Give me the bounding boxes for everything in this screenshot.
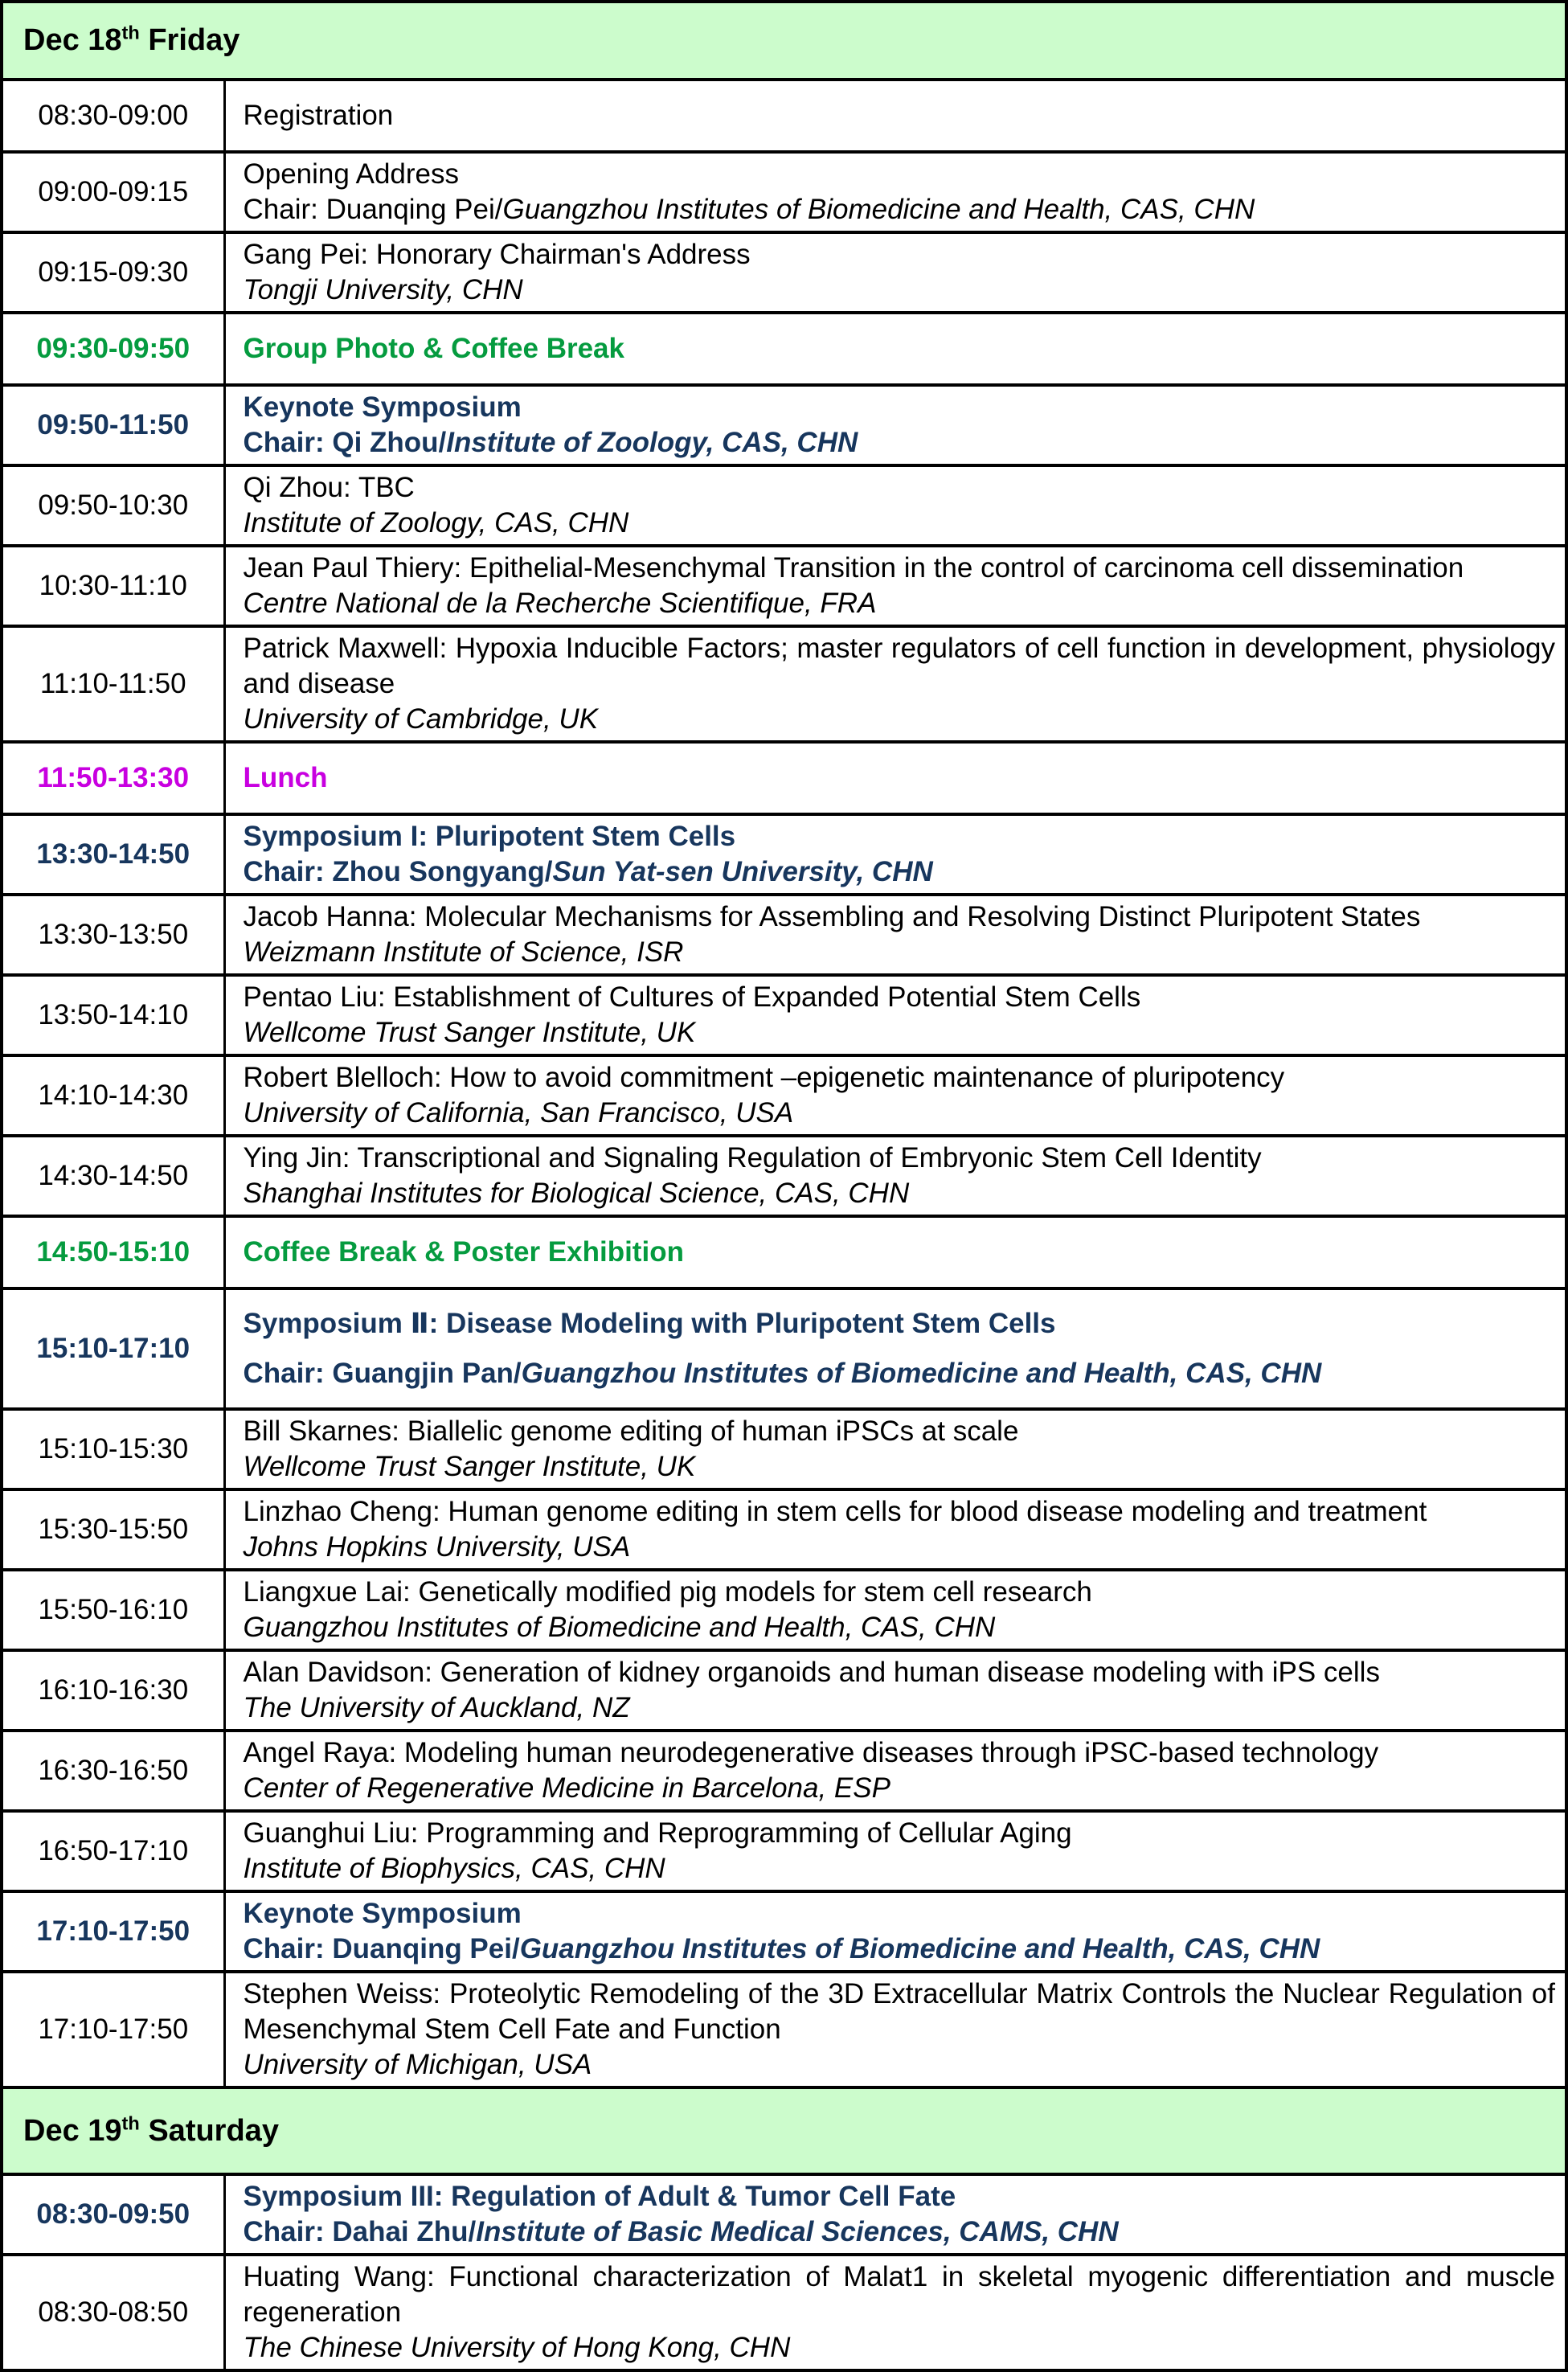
time-cell: [2, 626, 224, 742]
session-detail: [244, 1530, 1556, 1565]
time-cell: [2, 385, 224, 465]
time-cell: [2, 742, 224, 814]
session-cell: [224, 546, 1566, 626]
time-range: 11:50-13:30: [37, 762, 190, 793]
session-cell: [224, 152, 1566, 232]
session-text: Jean Paul Thiery: Epithelial-Mesenchymal Transition in the control of carcinoma cell dissemination: [243, 552, 1464, 584]
time-cell: [2, 1055, 224, 1136]
schedule-row: [2, 1650, 1566, 1731]
session-affiliation: Wellcome Trust Sanger Institute, UK: [243, 1451, 696, 1482]
day-header-date: Dec 19: [23, 2113, 122, 2148]
session-affiliation: Center of Regenerative Medicine in Barcelona, ESP: [243, 1772, 890, 1804]
schedule-row: [2, 2174, 1566, 2255]
schedule-row: [2, 152, 1566, 232]
session-cell: [224, 1489, 1566, 1570]
time-cell: [2, 2174, 224, 2255]
session-text: Patrick Maxwell: Hypoxia Inducible Factors; master regulators of cell function in development, physiology and disease: [243, 633, 1555, 699]
session-cell: [224, 385, 1566, 465]
session-text: Huating Wang: Functional characterization of Malat1 in skeletal myogenic differentiation and muscle regeneration: [243, 2261, 1555, 2328]
time-range: 13:30-14:50: [36, 838, 190, 870]
schedule-row: [2, 313, 1566, 385]
session-detail: [244, 854, 1556, 890]
session-affiliation: University of California, San Francisco, USA: [243, 1097, 794, 1129]
session-text: Ying Jin: Transcriptional and Signaling Regulation of Embryonic Stem Cell Identity: [243, 1142, 1262, 1174]
session-detail: [244, 586, 1556, 621]
schedule-row: [2, 1891, 1566, 1972]
session-affiliation: Institute of Zoology, CAS, CHN: [446, 427, 858, 458]
session-title: [244, 980, 1556, 1015]
schedule-row: [2, 1570, 1566, 1650]
time-range: 14:30-14:50: [38, 1160, 189, 1191]
session-text: Keynote Symposium: [243, 1898, 522, 1929]
time-cell: [2, 232, 224, 313]
session-title: [244, 98, 1556, 133]
session-cell: [224, 742, 1566, 814]
session-title: [244, 1896, 1556, 1932]
session-affiliation: Guangzhou Institutes of Biomedicine and Health, CAS, CHN: [243, 1612, 996, 1643]
time-range: 08:30-09:00: [38, 100, 189, 131]
session-text: Angel Raya: Modeling human neurodegenerative diseases through iPSC-based technology: [243, 1737, 1379, 1768]
day-header-date: Dec 18: [23, 23, 122, 57]
session-text: Chair: Zhou Songyang/: [243, 856, 553, 887]
session-cell: [224, 1288, 1566, 1409]
session-cell: [224, 1972, 1566, 2087]
schedule-row: [2, 1216, 1566, 1288]
time-range: 15:10-15:30: [38, 1433, 189, 1465]
session-text: Chair: Guangjin Pan/: [243, 1358, 522, 1389]
schedule-row: [2, 1409, 1566, 1489]
time-range: 17:10-17:50: [36, 1915, 190, 1947]
time-range: 13:50-14:10: [38, 999, 189, 1030]
session-affiliation: Johns Hopkins University, USA: [243, 1531, 631, 1563]
session-text: Linzhao Cheng: Human genome editing in stem cells for blood disease modeling and treatment: [243, 1496, 1427, 1527]
day-header-row: [2, 2087, 1566, 2174]
time-cell: [2, 1136, 224, 1216]
session-affiliation: Wellcome Trust Sanger Institute, UK: [243, 1017, 696, 1048]
time-cell: [2, 814, 224, 895]
time-range: 09:00-09:15: [38, 176, 189, 207]
time-range: 16:30-16:50: [38, 1755, 189, 1786]
session-title: [244, 1060, 1556, 1096]
session-affiliation: University of Cambridge, UK: [243, 703, 599, 735]
schedule-row: [2, 1972, 1566, 2087]
schedule-row: [2, 465, 1566, 546]
time-cell: [2, 313, 224, 385]
time-cell: [2, 465, 224, 546]
day-header-row: [2, 2, 1566, 80]
session-text: Gang Pei: Honorary Chairman's Address: [243, 239, 751, 270]
schedule-row: [2, 546, 1566, 626]
time-cell: [2, 1409, 224, 1489]
time-cell: [2, 1731, 224, 1811]
time-range: 14:50-15:10: [36, 1236, 190, 1268]
session-detail: [244, 1771, 1556, 1806]
session-detail: [244, 702, 1556, 737]
session-text: Group Photo & Coffee Break: [243, 333, 624, 364]
session-cell: [224, 1811, 1566, 1891]
time-range: 09:30-09:50: [36, 333, 190, 364]
session-text: Robert Blelloch: How to avoid commitment –epigenetic maintenance of pluripotency: [243, 1062, 1285, 1093]
session-detail: [244, 1096, 1556, 1131]
schedule-row: [2, 385, 1566, 465]
session-title: [244, 470, 1556, 506]
time-range: 09:50-11:50: [37, 409, 190, 440]
session-detail: [244, 1356, 1556, 1391]
session-cell: [224, 895, 1566, 975]
session-title: [244, 1414, 1556, 1449]
day-header: [2, 2, 1566, 80]
session-text: Alan Davidson: Generation of kidney organoids and human disease modeling with iPS cells: [243, 1657, 1380, 1688]
session-text: Keynote Symposium: [243, 391, 522, 423]
session-title: [244, 1735, 1556, 1771]
session-text: Pentao Liu: Establishment of Cultures of Expanded Potential Stem Cells: [243, 981, 1141, 1013]
schedule-row: [2, 1489, 1566, 1570]
session-title: [244, 1977, 1556, 2047]
session-title: [244, 1235, 1556, 1270]
schedule-row: [2, 895, 1566, 975]
session-text: Opening Address: [243, 158, 460, 190]
schedule-row: [2, 2255, 1566, 2370]
time-cell: [2, 1811, 224, 1891]
session-text: Chair: Qi Zhou/: [243, 427, 447, 458]
session-text: Symposium Ⅱ: Disease Modeling with Pluripotent Stem Cells: [243, 1308, 1056, 1339]
schedule-row: [2, 1731, 1566, 1811]
session-title: [244, 551, 1556, 586]
session-affiliation: Shanghai Institutes for Biological Science, CAS, CHN: [243, 1178, 910, 1209]
time-range: 08:30-09:50: [36, 2198, 190, 2230]
session-text: Symposium III: Regulation of Adult & Tumor Cell Fate: [243, 2181, 956, 2212]
session-detail: [244, 506, 1556, 541]
time-range: 16:50-17:10: [38, 1835, 189, 1866]
session-text: Stephen Weiss: Proteolytic Remodeling of the 3D Extracellular Matrix Controls the Nuclear Regulation of Mesenchymal Stem Cell Fate and Function: [243, 1978, 1555, 2045]
session-title: [244, 1494, 1556, 1530]
time-cell: [2, 546, 224, 626]
schedule-row: [2, 975, 1566, 1055]
session-title: [244, 1816, 1556, 1851]
time-cell: [2, 1216, 224, 1288]
session-detail: [244, 2047, 1556, 2083]
schedule-row: [2, 232, 1566, 313]
session-affiliation: Tongji University, CHN: [243, 274, 523, 305]
session-title: [244, 1575, 1556, 1610]
session-detail: [244, 1851, 1556, 1887]
session-cell: [224, 1409, 1566, 1489]
session-cell: [224, 1731, 1566, 1811]
session-text: Chair: Dahai Zhu/: [243, 2216, 477, 2247]
schedule-row: [2, 1288, 1566, 1409]
session-detail: [244, 1015, 1556, 1051]
session-cell: [224, 1891, 1566, 1972]
session-cell: [224, 814, 1566, 895]
time-cell: [2, 895, 224, 975]
session-title: [244, 2179, 1556, 2214]
day-header-ordinal: th: [121, 2112, 140, 2133]
session-cell: [224, 1055, 1566, 1136]
day-header-weekday: Saturday: [139, 2113, 279, 2148]
session-affiliation: Guangzhou Institutes of Biomedicine and Health, CAS, CHN: [521, 1358, 1322, 1389]
schedule-row: [2, 80, 1566, 152]
time-range: 08:30-08:50: [38, 2296, 189, 2328]
session-title: [244, 1141, 1556, 1176]
time-cell: [2, 1972, 224, 2087]
session-text: Chair: Duanqing Pei/: [243, 1933, 520, 1964]
time-range: 09:15-09:30: [38, 256, 189, 288]
time-range: 17:10-17:50: [38, 2014, 189, 2045]
time-range: 15:50-16:10: [38, 1594, 189, 1625]
session-cell: [224, 80, 1566, 152]
session-detail: [244, 2330, 1556, 2366]
session-title: [244, 1655, 1556, 1690]
session-title: [244, 1306, 1556, 1342]
session-affiliation: Weizmann Institute of Science, ISR: [243, 936, 684, 968]
schedule-row: [2, 1055, 1566, 1136]
session-detail: [244, 1176, 1556, 1211]
schedule-row: [2, 1811, 1566, 1891]
time-range: 16:10-16:30: [38, 1674, 189, 1706]
session-text: Registration: [243, 100, 394, 131]
session-affiliation: Institute of Biophysics, CAS, CHN: [243, 1853, 665, 1884]
time-cell: [2, 1891, 224, 1972]
session-detail: [244, 1610, 1556, 1645]
time-range: 09:50-10:30: [38, 490, 189, 521]
session-cell: [224, 1136, 1566, 1216]
time-cell: [2, 1288, 224, 1409]
time-cell: [2, 80, 224, 152]
session-cell: [224, 626, 1566, 742]
session-affiliation: Guangzhou Institutes of Biomedicine and Health, CAS, CHN: [519, 1933, 1320, 1964]
session-affiliation: The University of Auckland, NZ: [243, 1692, 630, 1723]
session-text: Guanghui Liu: Programming and Reprogramming of Cellular Aging: [243, 1817, 1072, 1849]
session-cell: [224, 1216, 1566, 1288]
session-affiliation: Institute of Zoology, CAS, CHN: [243, 507, 629, 539]
session-affiliation: Institute of Basic Medical Sciences, CAMS, CHN: [476, 2216, 1119, 2247]
session-cell: [224, 1570, 1566, 1650]
session-cell: [224, 313, 1566, 385]
session-title: [244, 819, 1556, 854]
time-cell: [2, 1650, 224, 1731]
time-range: 15:10-17:10: [36, 1333, 190, 1364]
schedule-row: [2, 1136, 1566, 1216]
schedule-row: [2, 626, 1566, 742]
session-text: Lunch: [243, 762, 328, 793]
session-affiliation: Centre National de la Recherche Scientifique, FRA: [243, 588, 877, 619]
session-title: [244, 157, 1556, 192]
day-header-weekday: Friday: [139, 23, 240, 57]
session-title: [244, 760, 1556, 796]
session-text: Jacob Hanna: Molecular Mechanisms for Assembling and Resolving Distinct Pluripotent States: [243, 901, 1421, 932]
time-range: 14:10-14:30: [38, 1079, 189, 1111]
time-cell: [2, 1489, 224, 1570]
session-text: Symposium I: Pluripotent Stem Cells: [243, 821, 736, 852]
session-cell: [224, 2255, 1566, 2370]
session-title: [244, 237, 1556, 272]
day-header-ordinal: th: [121, 22, 140, 43]
session-detail: [244, 192, 1556, 227]
session-cell: [224, 1650, 1566, 1731]
session-affiliation: University of Michigan, USA: [243, 2049, 592, 2080]
session-title: [244, 631, 1556, 702]
time-cell: [2, 1570, 224, 1650]
session-detail: [244, 1449, 1556, 1485]
schedule-row: [2, 742, 1566, 814]
session-text: Qi Zhou: TBC: [243, 472, 415, 503]
session-detail: [244, 425, 1556, 461]
time-range: 15:30-15:50: [38, 1514, 189, 1545]
session-text: Bill Skarnes: Biallelic genome editing of human iPSCs at scale: [243, 1415, 1019, 1447]
session-cell: [224, 975, 1566, 1055]
day-header: [2, 2087, 1566, 2174]
session-detail: [244, 935, 1556, 970]
time-cell: [2, 975, 224, 1055]
session-title: [244, 2259, 1556, 2330]
session-title: [244, 899, 1556, 935]
time-range: 11:10-11:50: [39, 668, 186, 699]
session-cell: [224, 465, 1566, 546]
session-detail: [244, 1690, 1556, 1726]
session-cell: [224, 232, 1566, 313]
session-affiliation: The Chinese University of Hong Kong, CHN: [243, 2332, 791, 2363]
session-detail: [244, 1932, 1556, 1967]
time-cell: [2, 2255, 224, 2370]
session-affiliation: Sun Yat-sen University, CHN: [552, 856, 933, 887]
time-range: 10:30-11:10: [39, 570, 187, 601]
session-text: Coffee Break & Poster Exhibition: [243, 1236, 684, 1268]
session-text: Chair: Duanqing Pei/: [243, 194, 503, 225]
session-cell: [224, 2174, 1566, 2255]
session-affiliation: Guangzhou Institutes of Biomedicine and Health, CAS, CHN: [502, 194, 1255, 225]
time-cell: [2, 152, 224, 232]
session-detail: [244, 272, 1556, 308]
schedule-body: [2, 2, 1566, 2370]
session-title: [244, 390, 1556, 425]
time-range: 13:30-13:50: [38, 919, 189, 950]
session-text: Liangxue Lai: Genetically modified pig models for stem cell research: [243, 1576, 1092, 1608]
session-title: [244, 331, 1556, 367]
schedule-row: [2, 814, 1566, 895]
session-detail: [244, 2214, 1556, 2250]
